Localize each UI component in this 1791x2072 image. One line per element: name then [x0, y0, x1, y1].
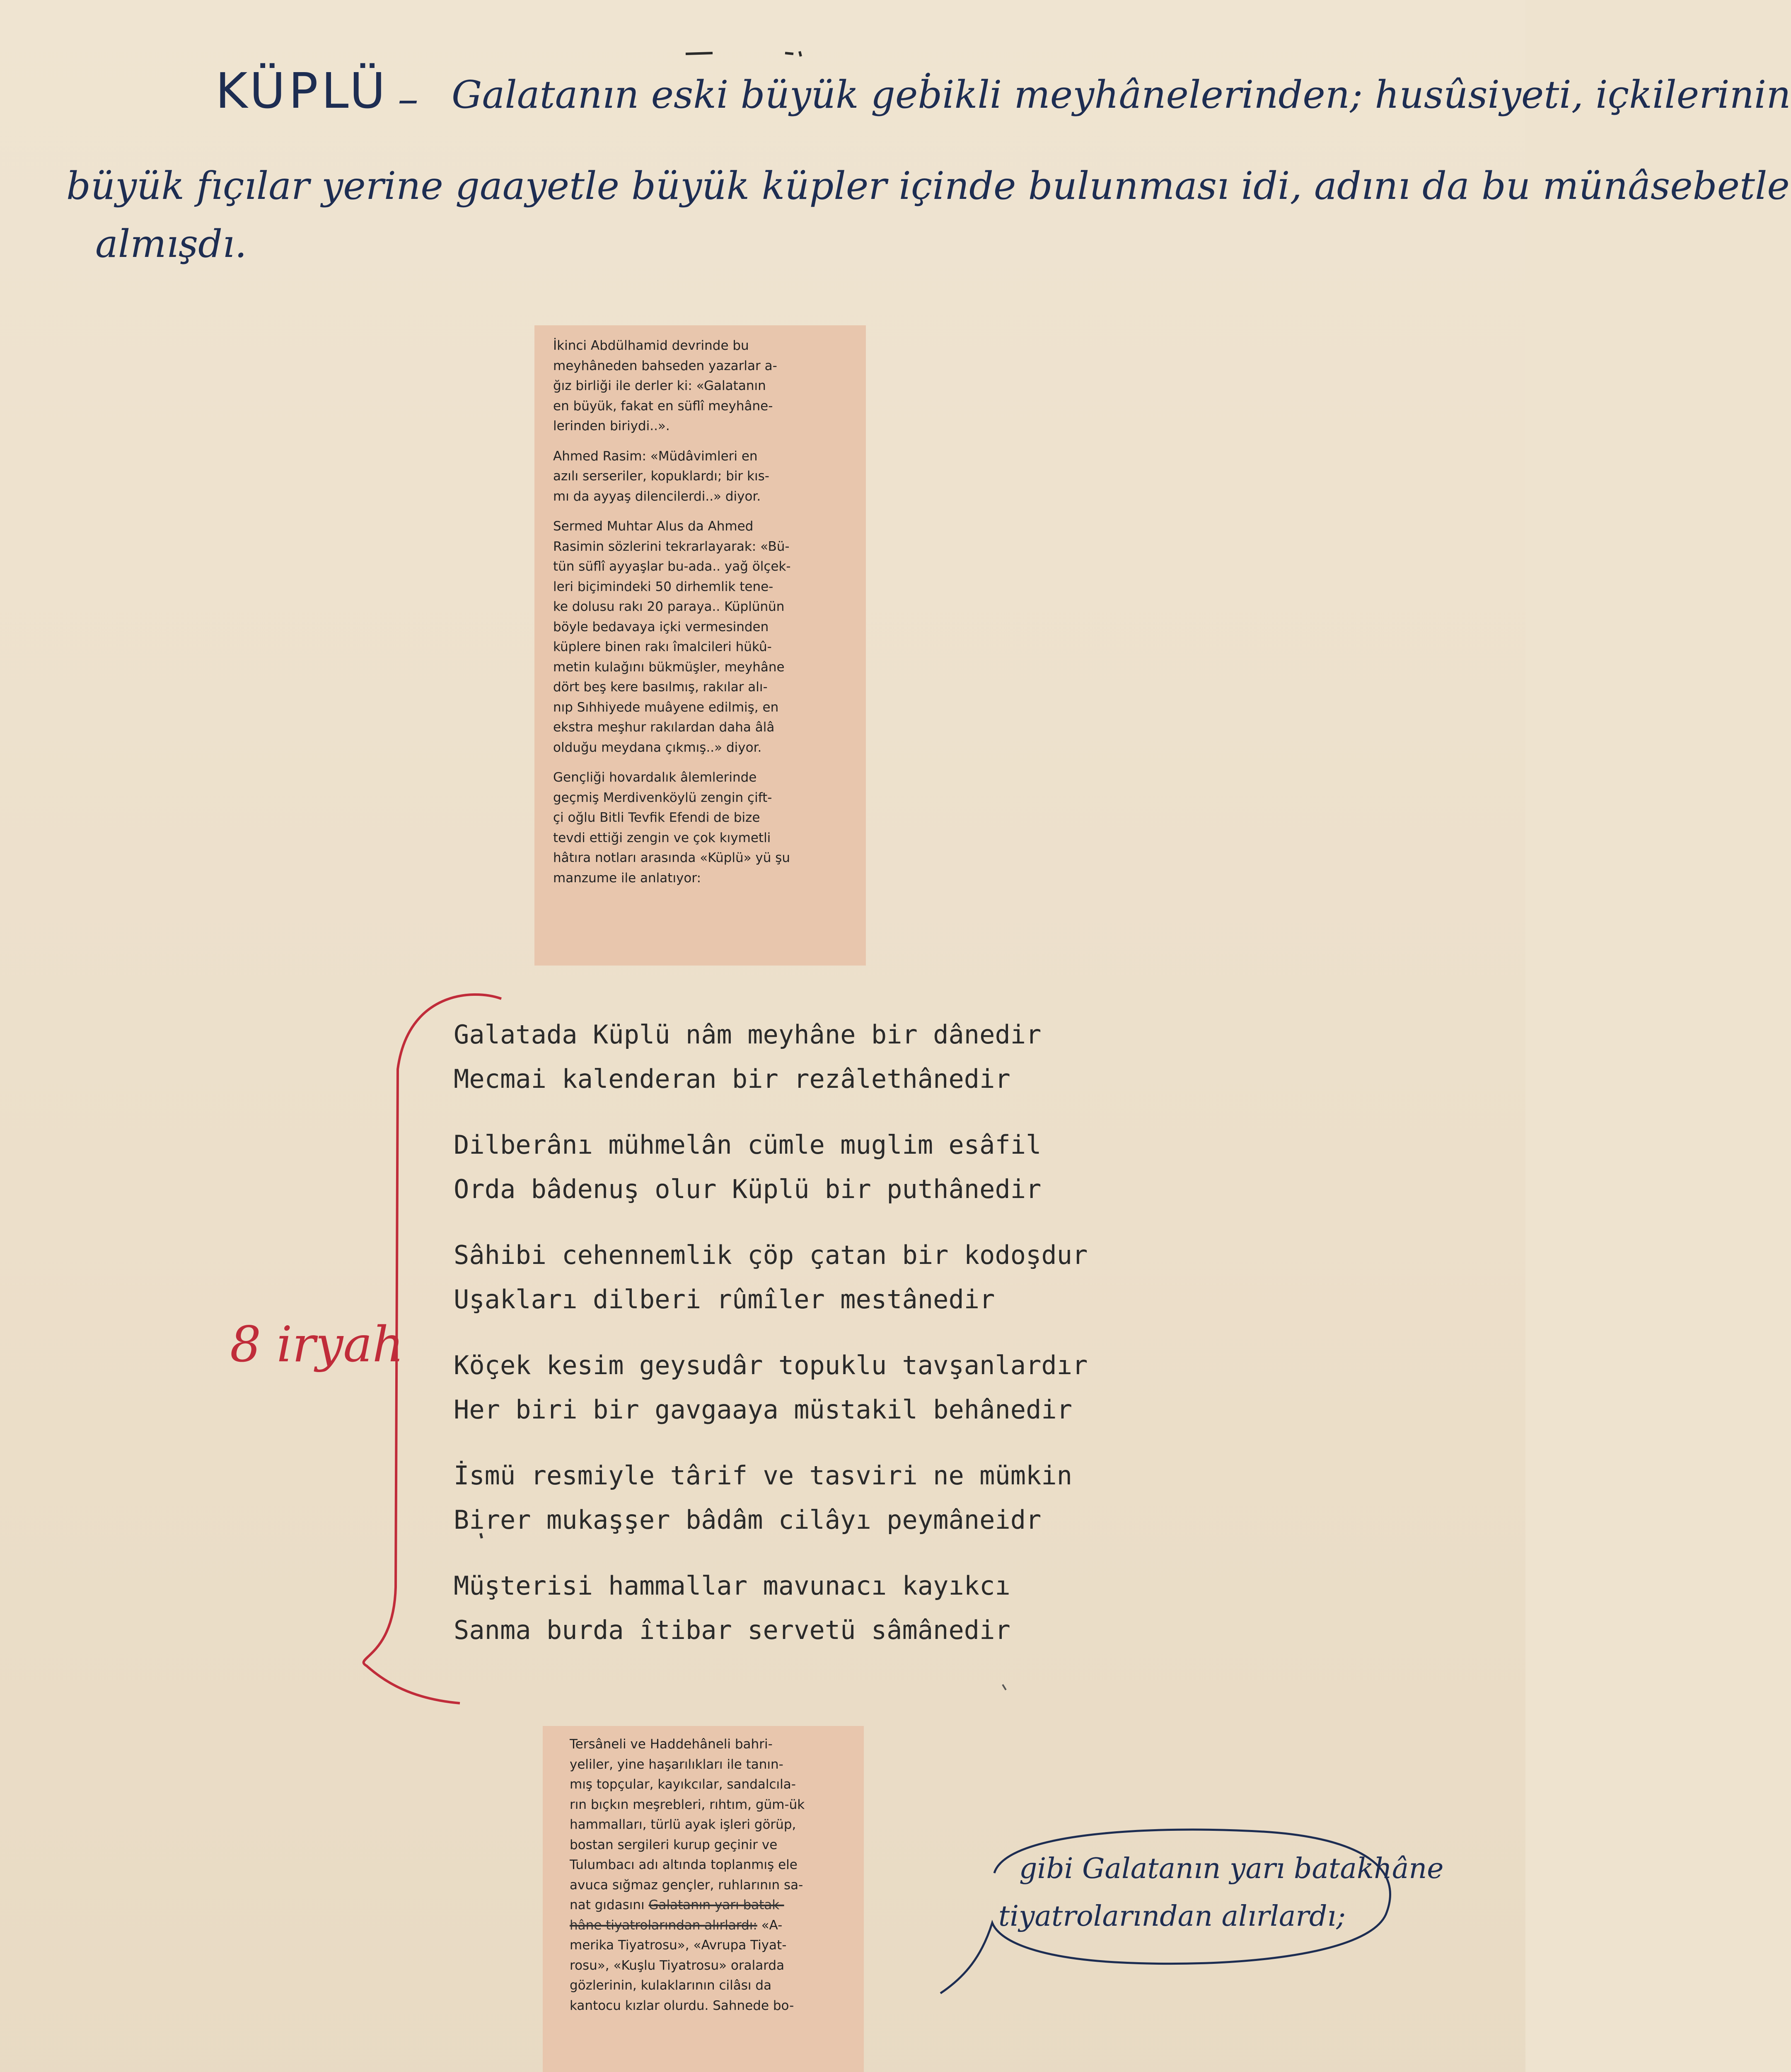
clipping-text: «A- [757, 1917, 783, 1933]
handwritten-dash: – [398, 75, 418, 123]
clipping-line: çi oğlu Bitli Tevfik Efendi de bize [553, 810, 760, 825]
typed-poem [454, 1019, 1088, 1659]
clipping-line: Tulumbacı adı altında toplanmış ele [570, 1857, 798, 1872]
clipping-line: rın bıçkın meşrebleri, rıhtım, güm-ük [570, 1797, 805, 1812]
bubble-note-line-2: tiyatrolarından alırlardı; [998, 1900, 1346, 1933]
struck-text: Galatanın yarı batak- [648, 1898, 784, 1912]
clipping-line: en büyük, fakat en süflî meyhâne- [553, 398, 773, 414]
clipping-line: leri biçimindeki 50 dirhemlik tene- [553, 579, 773, 594]
clipping-line: hâtıra notları arasında «Küplü» yü şu [553, 850, 790, 865]
poem-line: Sanma burda îtibar servetü sâmânedir [454, 1615, 1010, 1645]
poem-line: Her biri bir gavgaaya müstakil behânedir [454, 1394, 1073, 1425]
clipping-line: ğız birliği ile derler ki: «Galatanın [553, 378, 766, 393]
poem-line: Dilberânı mühmelân cümle muglim esâfil [454, 1130, 1042, 1160]
red-margin-note: 8 iryah [230, 1316, 404, 1373]
poem-line: Galatada Küplü nâm meyhâne bir dânedir [454, 1019, 1042, 1050]
poem-line: Uşakları dilberi rûmîler mestânedir [454, 1284, 995, 1314]
poem-line: Birer mukaşşer bâdâm cilâyı peymâneidr [454, 1505, 1042, 1535]
clipping-line [570, 1915, 851, 1936]
bubble-note-line-1: gibi Galatanın yarı batakhâne [1019, 1852, 1444, 1885]
clipping-line: küplere binen rakı îmalcileri hükû- [553, 639, 772, 654]
clipping-line: yeliler, yine haşarılıkları ile tanın- [570, 1757, 783, 1772]
clipping-line: dört beş kere basılmış, rakılar alı- [553, 680, 768, 695]
clipping-line: Tersâneli ve Haddehâneli bahri- [570, 1737, 773, 1752]
newspaper-clipping-top [534, 325, 866, 966]
handwritten-line-1: Galatanın eski büyük geḃikli meyhânelerinden; husûsiyeti, içkilerinin [452, 73, 1791, 117]
clipping-line: tün süflî ayyaşlar bu-ada.. yağ ölçek- [553, 559, 791, 574]
clipping-line: merika Tiyatrosu», «Avrupa Tiyat- [570, 1938, 787, 1953]
newspaper-clipping-bottom [543, 1726, 864, 2072]
poem-line: Köçek kesim geysudâr topuklu tavşanlardır [454, 1350, 1088, 1380]
clipping-line: Sermed Muhtar Alus da Ahmed [553, 519, 754, 534]
poem-line: Müşterisi hammallar mavunacı kayıkcı [454, 1571, 1010, 1601]
clipping-line [570, 1895, 851, 1915]
struck-text: hâne tiyatrolarından alırlardı: [570, 1917, 757, 1933]
clipping-line: geçmiş Merdivenköylü zengin çift- [553, 790, 772, 805]
poem-line: Orda bâdenuş olur Küplü bir puthânedir [454, 1174, 1042, 1204]
handwritten-line-2: büyük fıçılar yerine gaayetle büyük küpler içinde bulunması idi, adını da bu münâsebetle [66, 164, 1790, 208]
clipping-line: Rasimin sözlerini tekrarlayarak: «Bü- [553, 539, 790, 554]
poem-line: Mecmai kalenderan bir rezâlethânedir [454, 1064, 1010, 1094]
poem-line: Sâhibi cehennemlik çöp çatan bir kodoşdur [454, 1240, 1088, 1270]
clipping-line: bostan sergileri kurup geçinir ve [570, 1837, 778, 1852]
clipping-line: İkinci Abdülhamid devrinde bu [553, 338, 749, 353]
clipping-line: metin kulağını bükmüşler, meyhâne [553, 659, 785, 675]
clipping-line: Ahmed Rasim: «Müdâvimleri en [553, 448, 758, 464]
poem-line: İsmü resmiyle târif ve tasviri ne mümkin [454, 1460, 1073, 1491]
handwritten-line-3: almışdı. [95, 222, 247, 266]
clipping-line: ekstra meşhur rakılardan daha âlâ [553, 720, 775, 735]
clipping-line: gözlerinin, kulaklarının cilâsı da [570, 1978, 772, 1993]
clipping-line: Gençliği hovardalık âlemlerinde [553, 770, 757, 785]
clipping-line: mı da ayyaş dilencilerdi..» diyor. [553, 489, 761, 504]
clipping-line: hammalları, türlü ayak işleri görüp, [570, 1817, 796, 1832]
clipping-line: manzume ile anlatıyor: [553, 870, 701, 886]
clipping-line: meyhâneden bahseden yazarlar a- [553, 358, 777, 373]
clipping-line: rosu», «Kuşlu Tiyatrosu» oralarda [570, 1958, 785, 1973]
clipping-line: kantocu kızlar olurdu. Sahnede bo- [570, 1998, 794, 2013]
clipping-line: azılı serseriler, kopuklardı; bir kıs- [553, 469, 769, 484]
clipping-line: ke dolusu rakı 20 paraya.. Küplünün [553, 599, 785, 614]
clipping-line: olduğu meydana çıkmış..» diyor. [553, 740, 762, 755]
clipping-line: avuca sığmaz gençler, ruhlarının sa- [570, 1877, 803, 1893]
clipping-text: nat gıdasını [570, 1898, 649, 1912]
clipping-line: mış topçular, kayıkcılar, sandalcıla- [570, 1777, 796, 1792]
clipping-line: böyle bedavaya içki vermesinden [553, 619, 769, 634]
clipping-line: tevdi ettiği zengin ve çok kıymetli [553, 830, 771, 845]
clipping-line: lerinden biriydi..». [553, 419, 670, 433]
clipping-line: nıp Sıhhiyede muâyene edilmiş, en [553, 700, 779, 715]
handwritten-title: KÜPLÜ [215, 62, 389, 119]
